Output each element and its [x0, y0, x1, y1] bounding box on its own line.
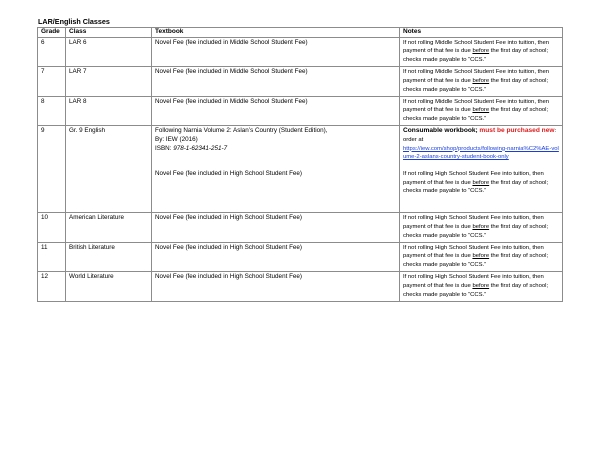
classes-table: [37, 27, 563, 302]
table-row: [38, 242, 563, 272]
notes-cell: Consumable workbook; must be purchased new: order at https://iew.com/shop/products/following-narnia%C2%AE-volume-2-aslans-country-student-book-only If not rolling High School Student Fee into tuition, then payment of that fee is due before the first day of school; checks made payable to “CCS.”: [400, 126, 563, 213]
book-title: Following Narnia Volume 2: Aslan’s Country (Student Edition),: [155, 127, 328, 135]
grade-cell: 6: [38, 37, 66, 67]
novel-fee-text: Novel Fee (fee included in High School Student Fee): [155, 170, 303, 178]
class-cell: LAR 8: [66, 96, 152, 126]
table-row: [38, 126, 563, 213]
page-title: LAR/English Classes: [38, 17, 110, 26]
header-class: Class: [66, 28, 152, 38]
workbook-label: Consumable workbook;: [403, 127, 478, 135]
grade-cell: 9: [38, 126, 66, 213]
must-purchase-new: must be purchased new: [479, 127, 555, 135]
textbook-cell: Novel Fee (fee included in Middle School Student Fee): [152, 67, 400, 97]
table-row: [38, 37, 563, 67]
class-cell: LAR 6: [66, 37, 152, 67]
class-cell: American Literature: [66, 213, 152, 243]
table-row: [38, 96, 563, 126]
textbook-cell: Novel Fee (fee included in High School Student Fee): [152, 272, 400, 302]
textbook-cell: Novel Fee (fee included in High School Student Fee): [152, 242, 400, 272]
grade-cell: 8: [38, 96, 66, 126]
header-grade: Grade: [38, 28, 66, 38]
notes-cell: If not rolling High School Student Fee into tuition, then payment of that fee is due before the first day of school; checks made payable to “CCS.”: [400, 213, 563, 243]
grade-cell: 7: [38, 67, 66, 97]
notes-cell: If not rolling Middle School Student Fee into tuition, then payment of that fee is due before the first day of school; checks made payable to “CCS.”: [400, 67, 563, 97]
textbook-cell: Novel Fee (fee included in High School Student Fee): [152, 213, 400, 243]
grade-cell: 11: [38, 242, 66, 272]
textbook-cell: Novel Fee (fee included in Middle School Student Fee): [152, 96, 400, 126]
product-link[interactable]: https://iew.com/shop/products/following-narnia%C2%AE-volume-2-aslans-country-student-book-only: [403, 145, 559, 161]
notes-cell: If not rolling High School Student Fee into tuition, then payment of that fee is due before the first day of school; checks made payable to “CCS.”: [400, 272, 563, 302]
header-textbook: Textbook: [152, 28, 400, 38]
book-isbn: 978-1-62341-251-7: [173, 144, 228, 152]
class-cell: British Literature: [66, 242, 152, 272]
notes-cell: If not rolling Middle School Student Fee into tuition, then payment of that fee is due before the first day of school; checks made payable to “CCS.”: [400, 96, 563, 126]
book-isbn-label: ISBN:: [155, 144, 174, 152]
table-row: [38, 213, 563, 243]
class-cell: World Literature: [66, 272, 152, 302]
table-row: [38, 67, 563, 97]
table-row: [38, 272, 563, 302]
textbook-cell: Novel Fee (fee included in Middle School Student Fee): [152, 37, 400, 67]
grade-cell: 10: [38, 213, 66, 243]
class-cell: Gr. 9 English: [66, 126, 152, 213]
grade-cell: 12: [38, 272, 66, 302]
textbook-cell: [152, 126, 400, 213]
notes-cell: If not rolling Middle School Student Fee into tuition, then payment of that fee is due before the first day of school; checks made payable to “CCS.”: [400, 37, 563, 67]
header-notes: Notes: [400, 28, 563, 38]
book-author: By: IEW (2016): [155, 135, 198, 143]
class-cell: LAR 7: [66, 67, 152, 97]
notes-cell: If not rolling High School Student Fee into tuition, then payment of that fee is due before the first day of school; checks made payable to “CCS.”: [400, 242, 563, 272]
header-row: [38, 28, 563, 38]
order-at-text: : order at: [403, 128, 557, 143]
